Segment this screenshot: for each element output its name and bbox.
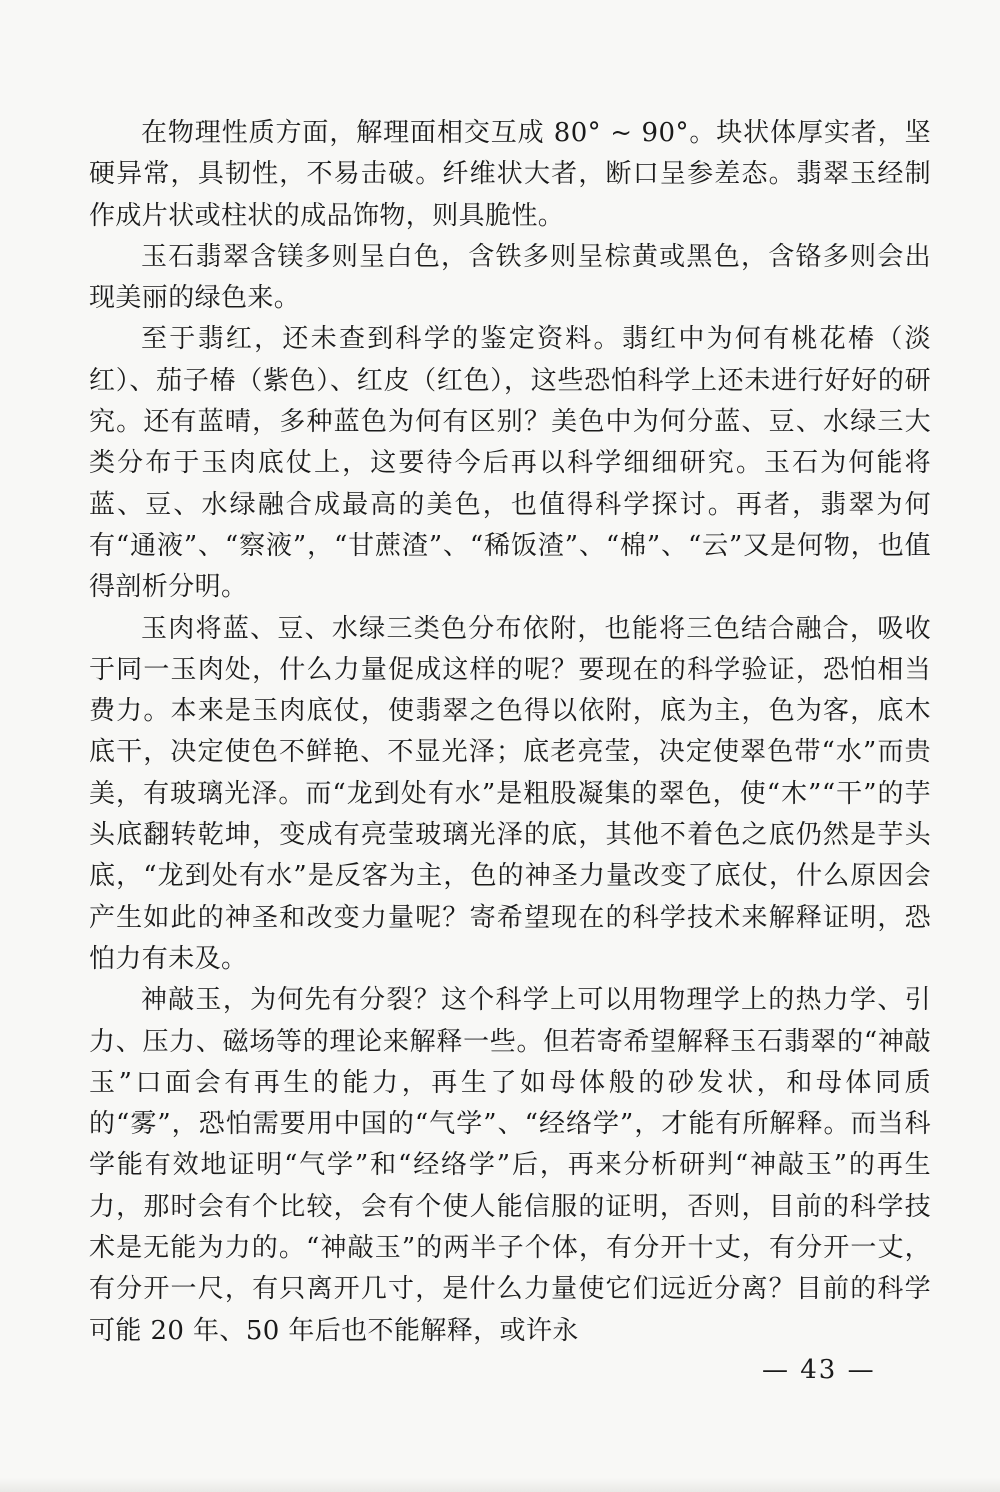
paragraph-color-elements: 玉石翡翠含镁多则呈白色，含铁多则呈棕黄或黑色，含铬多则会出现美丽的绿色来。 (89, 241, 931, 314)
paragraph-physical-properties: 在物理性质方面，解理面相交互成 80° ~ 90°。块状体厚实者，坚硬异常，具韧性，不易击破。纤维状大者，断口呈参差态。翡翠玉经制作成片状或柱状的成品饰物，则具脆性。 (89, 118, 931, 231)
page-number: — 43 — (762, 1355, 876, 1385)
paragraph-jade-base: 玉肉将蓝、豆、水绿三类色分布依附，也能将三色结合融合，吸收于同一玉肉处，什么力量促成这样的呢？要现在的科学验证，恐怕相当费力。本来是玉肉底仗，使翡翠之色得以依附，底为主，色为客，底木底干，决定使色不鲜艳、不显光泽；底老亮莹，决定使翠色带“水”而贵美，有玻璃光泽。而“龙到处有水”是粗股凝集的翠色，使“木”“干”的芋头底翻转乾坤，变成有亮莹玻璃光泽的底，其他不着色之底仍然是芋头底，“龙到处有水”是反客为主，色的神圣力量改变了底仗，什么原因会产生如此的神圣和改变力量呢？寄希望现在的科学技术来解释证明，恐怕力有未及。 (89, 613, 931, 974)
paragraph-divine-jade: 神敲玉，为何先有分裂？这个科学上可以用物理学上的热力学、引力、压力、磁场等的理论来解释一些。但若寄希望解释玉石翡翠的“神敲玉”口面会有再生的能力，再生了如母体般的砂发状，和母体同质的“雾”，恐怕需要用中国的“气学”、“经络学”，才能有所解释。而当科学能有效地证明“气学”和“经络学”后，再来分析研判“神敲玉”的再生力，那时会有个比较，会有个使人能信服的证明，否则，目前的科学技术是无能为力的。“神敲玉”的两半子个体，有分开十丈，有分开一丈，有分开一尺，有只离开几寸，是什么力量使它们远近分离？目前的科学可能 20 年、50 年后也不能解释，或许永 (89, 985, 931, 1346)
paragraph-red-jade: 至于翡红，还未查到科学的鉴定资料。翡红中为何有桃花椿（淡红）、茄子椿（紫色）、红皮（红色），这些恐怕科学上还未进行好好的研究。还有蓝晴，多种蓝色为何有区别？美色中为何分蓝、豆、水绿三大类分布于玉肉底仗上，这要待今后再以科学细细研究。玉石为何能将蓝、豆、水绿融合成最高的美色，也值得科学探讨。再者，翡翠为何有“通液”、“察液”，“甘蔗渣”、“稀饭渣”、“棉”、“云”又是何物，也值得剖析分明。 (89, 324, 931, 603)
scan-bottom-edge (0, 1478, 1000, 1492)
body-text (89, 113, 931, 1352)
